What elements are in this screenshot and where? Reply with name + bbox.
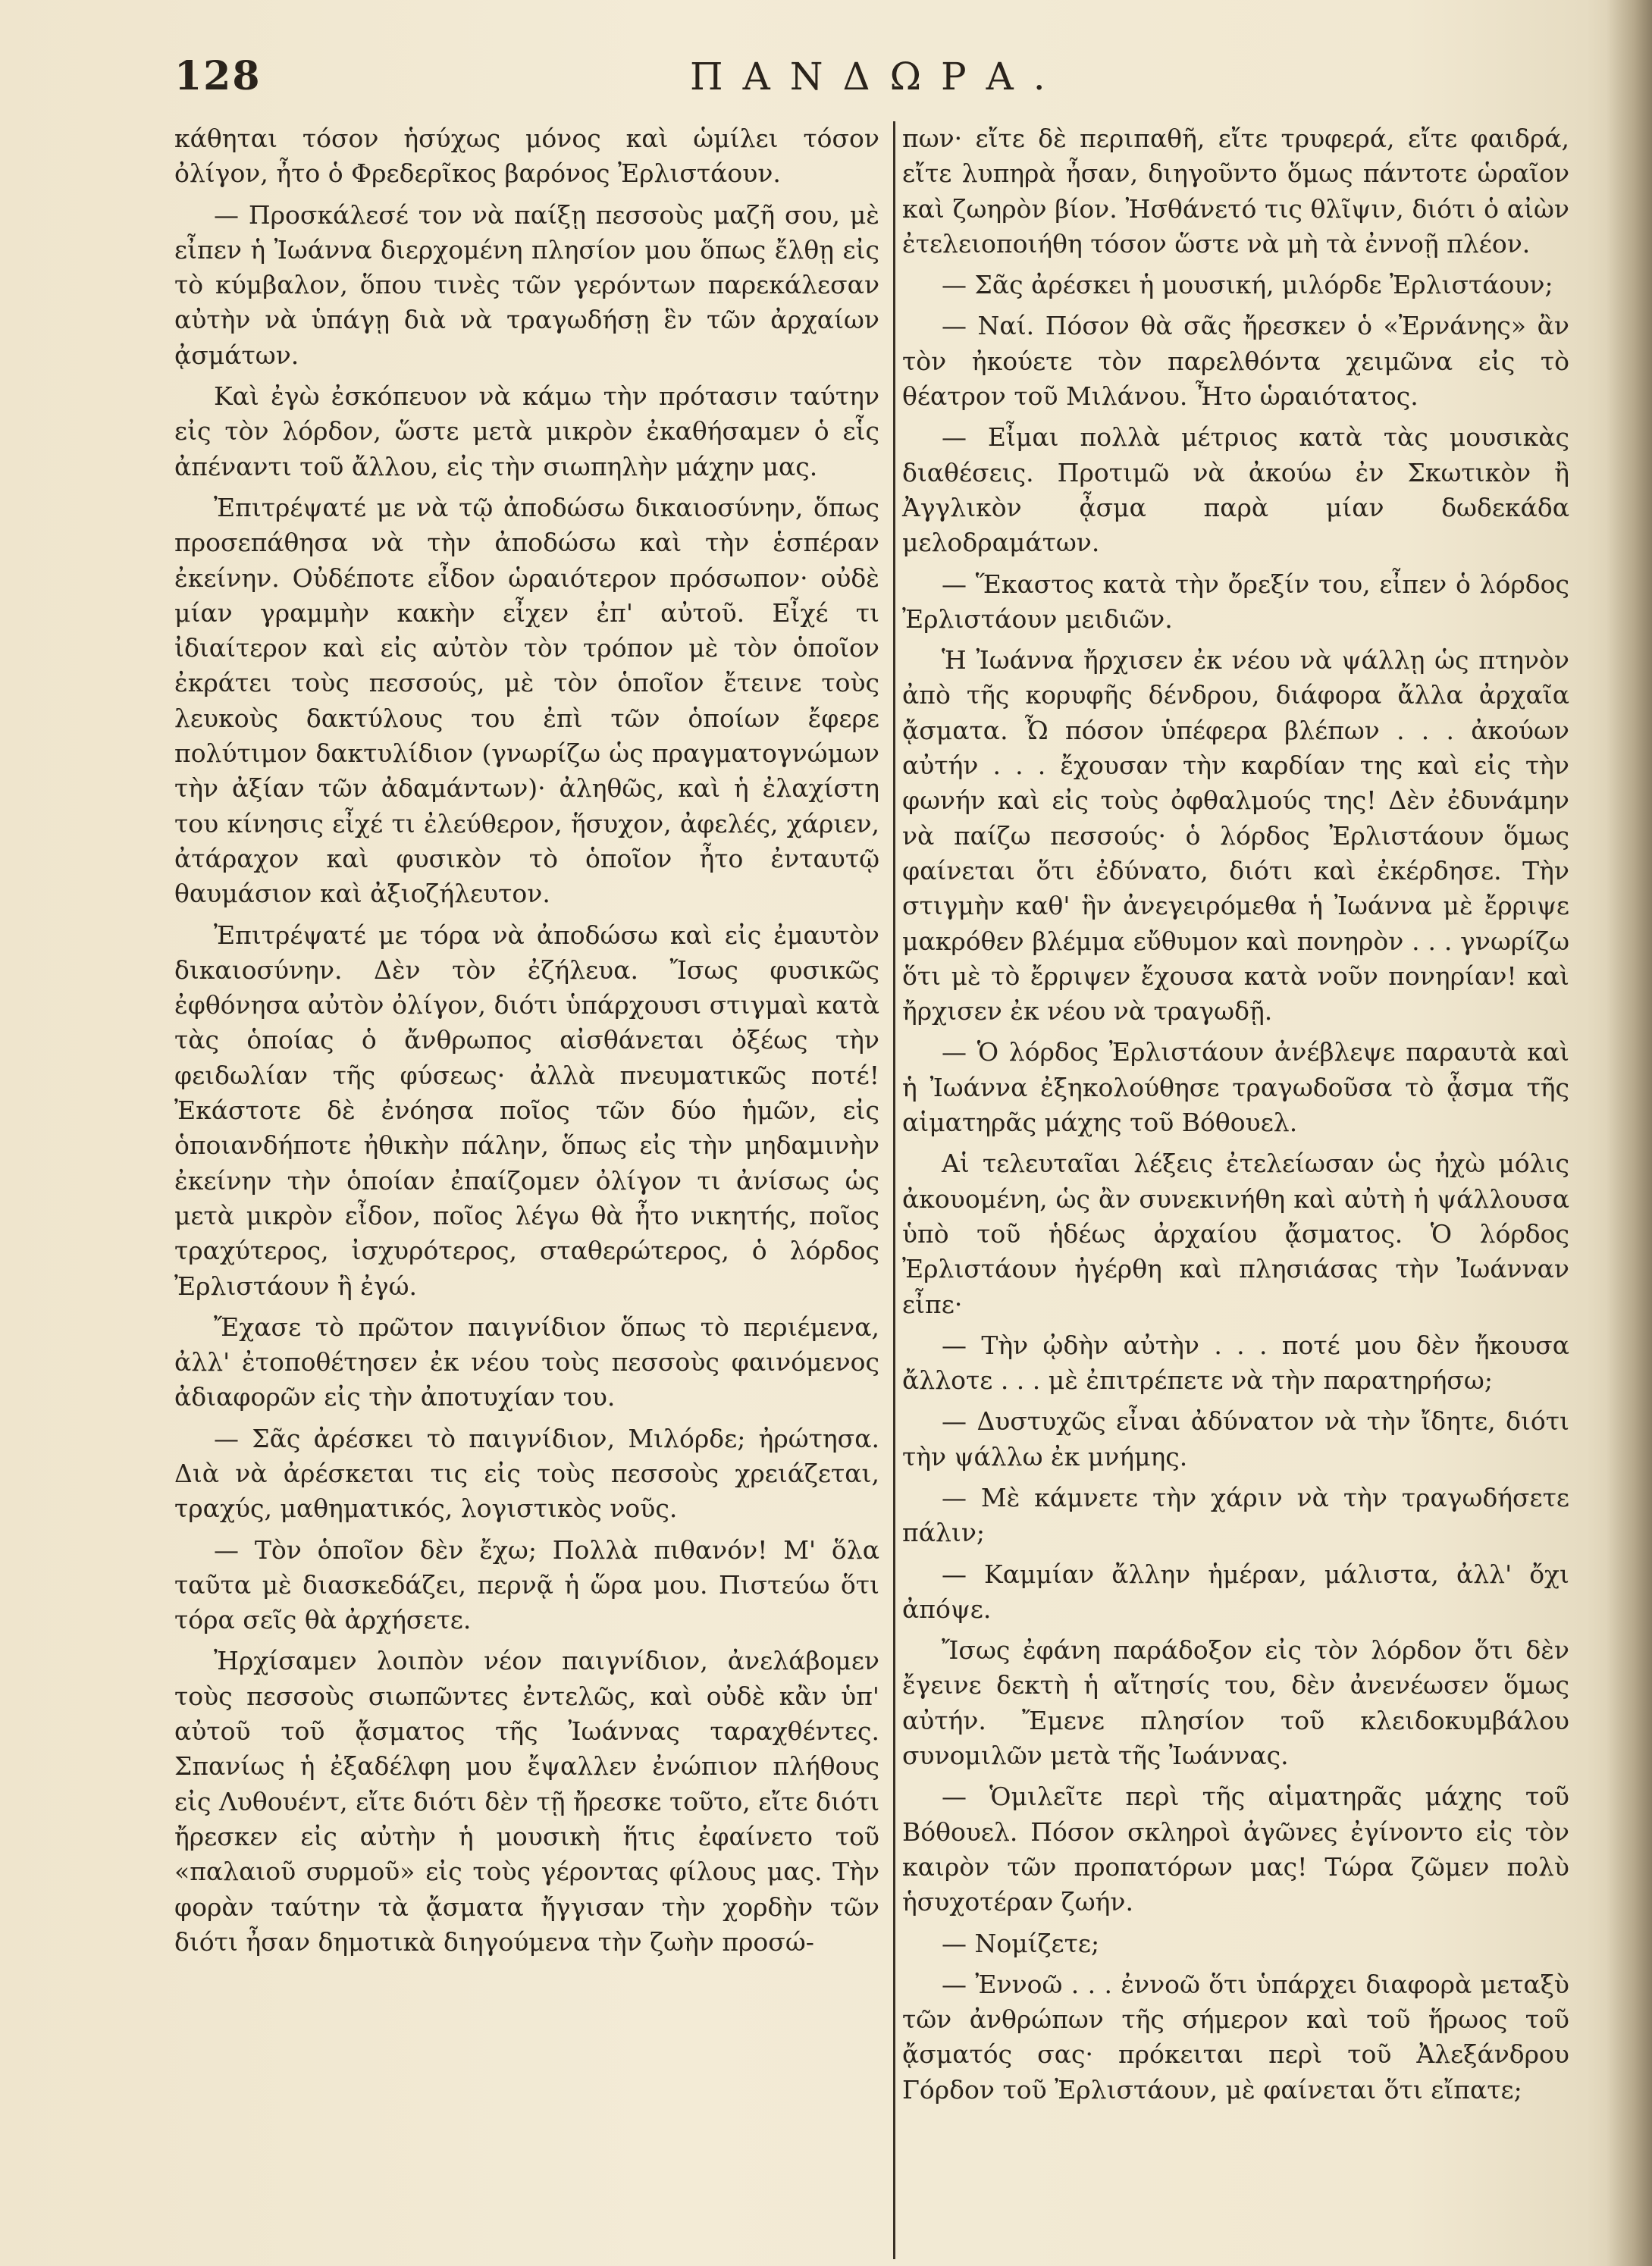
paragraph: — Σᾶς ἀρέσκει τὸ παιγνίδιον, Μιλόρδε; ἠρώτησα. Διὰ νὰ ἀρέσκεται τις εἰς τοὺς πεσσοὺς χρειάζεται, τραχύς, μαθηματικός, λογιστικὸς νοῦς. <box>174 1423 879 1524</box>
paragraph: — Νομίζετε; <box>942 1928 1100 1958</box>
paragraph: — Ὁ λόρδος Ἐρλιστάουν ἀνέβλεψε παραυτὰ καὶ ἡ Ἰωάννα ἐξηκολούθησε τραγωδοῦσα τὸ ᾆσμα τῆς αἱματηρᾶς μάχης τοῦ Βόθουελ. <box>902 1037 1569 1138</box>
paragraph: Ἔχασε τὸ πρῶτον παιγνίδιον ὅπως τὸ περιέμενα, ἀλλ' ἐτοποθέτησεν ἐκ νέου τοὺς πεσσοὺς φαινόμενος ἀδιαφορῶν εἰς τὴν ἀποτυχίαν του. <box>174 1312 879 1412</box>
page-number: 128 <box>174 53 262 99</box>
paragraph: — Σᾶς ἀρέσκει ἡ μουσική, μιλόρδε Ἐρλιστάουν; <box>942 270 1553 300</box>
page-header <box>174 53 1065 114</box>
paragraph: — Προσκάλεσέ τον νὰ παίξῃ πεσσοὺς μαζῆ σου, μὲ εἶπεν ἡ Ἰωάννα διερχομένη πλησίον μου ὅπως ἔλθῃ εἰς τὸ κύμβαλον, ὅπου τινὲς τῶν γερόντων παρεκάλεσαν αὐτὴν νὰ ὑπάγῃ διὰ νὰ τραγωδήσῃ ἓν τῶν ἀρχαίων ᾀσμάτων. <box>174 199 879 370</box>
paragraph: Καὶ ἐγὼ ἐσκόπευον νὰ κάμω τὴν πρότασιν ταύτην εἰς τὸν λόρδον, ὥστε μετὰ μικρὸν ἐκαθήσαμεν ὁ εἷς ἀπέναντι τοῦ ἄλλου, εἰς τὴν σιωπηλὴν μάχην μας. <box>174 381 879 481</box>
paragraph: Ἠρχίσαμεν λοιπὸν νέον παιγνίδιον, ἀνελάβομεν τοὺς πεσσοὺς σιωπῶντες ἐντελῶς, καὶ οὐδὲ κἂν ὑπ' αὐτοῦ τοῦ ᾄσματος τῆς Ἰωάννας ταραχθέντες. Σπανίως ἡ ἐξαδέλφη μου ἔψαλλεν ἐνώπιον πλήθους εἰς Λυθουέντ, εἴτε διότι δὲν τῇ ἤρεσκε τοῦτο, εἴτε διότι ἤρεσκεν εἰς αὐτὴν ἡ μουσικὴ ἥτις ἐφαίνετο τοῦ «παλαιοῦ συρμοῦ» εἰς τοὺς γέροντας φίλους μας. Τὴν φορὰν ταύτην τὰ ᾄσματα ἤγγισαν τὴν χορδὴν τῶν διότι ἦσαν δημοτικὰ διηγούμενα τὴν ζωὴν προσώ- <box>174 1646 880 1957</box>
paragraph: — Ναί. Πόσον θὰ σᾶς ἤρεσκεν ὁ «Ἐρνάνης» ἂν τὸν ἠκούετε τὸν παρελθόντα χειμῶνα εἰς τὸ θέατρον τοῦ Μιλάνου. Ἦτο ὡραιότατος. <box>902 311 1569 412</box>
paragraph: — Ὁμιλεῖτε περὶ τῆς αἱματηρᾶς μάχης τοῦ Βόθουελ. Πόσον σκληροὶ ἀγῶνες ἐγίνοντο εἰς τὸν καιρὸν τῶν προπατόρων μας! Τώρα ζῶμεν πολὺ ἡσυχοτέραν ζωήν. <box>902 1782 1569 1917</box>
paragraph: Αἱ τελευταῖαι λέξεις ἐτελείωσαν ὡς ἠχὼ μόλις ἀκουομένη, ὡς ἂν συνεκινήθη καὶ αὐτὴ ἡ ψάλλουσα ὑπὸ τοῦ ἡδέως ἀρχαίου ᾄσματος. Ὁ λόρδος Ἐρλιστάουν ἠγέρθη καὶ πλησιάσας τὴν Ἰωάνναν εἶπε· <box>902 1149 1569 1319</box>
paragraph: — Τὴν ᾠδὴν αὐτὴν . . . ποτέ μου δὲν ἤκουσα ἄλλοτε . . . μὲ ἐπιτρέπετε νὰ τὴν παρατηρήσω; <box>902 1330 1569 1396</box>
paragraph: πων· εἴτε δὲ περιπαθῆ, εἴτε τρυφερά, εἴτε φαιδρά, εἴτε λυπηρὰ ἦσαν, διηγοῦντο ὅμως πάντοτε ὡραῖον καὶ ζωηρὸν βίον. Ἠσθάνετό τις θλῖψιν, διότι ὁ αἰὼν ἐτελειοποιήθη τόσον ὥστε νὰ μὴ τὰ ἐννοῇ πλέον. <box>902 124 1569 259</box>
paragraph: Ἐπιτρέψατέ με νὰ τῷ ἀποδώσω δικαιοσύνην, ὅπως προσεπάθησα νὰ τὴν ἀποδώσω καὶ τὴν ἑσπέραν ἐκείνην. Οὐδέποτε εἶδον ὡραιότερον πρόσωπον· οὐδὲ μίαν γραμμὴν κακὴν εἶχεν ἐπ' αὐτοῦ. Εἶχέ τι ἰδιαίτερον καὶ εἰς αὐτὸν τὸν τρόπον μὲ τὸν ὁποῖον ἐκράτει τοὺς πεσσούς, μὲ τὸν ὁποῖον ἔτεινε τοὺς λευκοὺς δακτύλους του ἐπὶ τῶν ὁποίων ἔφερε πολύτιμον δακτυλίδιον (γνωρίζω ὡς πραγματογνώμων τὴν ἀξίαν τῶν ἀδαμάντων)· ἀληθῶς, καὶ ἡ ἐλαχίστη του κίνησις εἶχέ τι ἐλεύθερον, ἥσυχον, ἀφελές, χάριεν, ἀτάραχον καὶ φυσικὸν τὸ ὁποῖον ἦτο ἐνταυτῷ θαυμάσιον καὶ ἀξιοζήλευτον. <box>174 492 879 909</box>
paragraph: Ἴσως ἐφάνη παράδοξον εἰς τὸν λόρδον ὅτι δὲν ἔγεινε δεκτὴ ἡ αἴτησίς του, δὲν ἀνενέωσεν ὅμως αὐτήν. Ἔμενε πλησίον τοῦ κλειδοκυμβάλου συνομιλῶν μετὰ τῆς Ἰωάννας. <box>902 1635 1569 1771</box>
paragraph: — Εἶμαι πολλὰ μέτριος κατὰ τὰς μουσικὰς διαθέσεις. Προτιμῶ νὰ ἀκούω ἐν Σκωτικὸν ἢ Ἀγγλικὸν ᾆσμα παρὰ μίαν δωδεκάδα μελοδραμάτων. <box>902 422 1569 558</box>
paragraph: Ἐπιτρέψατέ με τόρα νὰ ἀποδώσω καὶ εἰς ἐμαυτὸν δικαιοσύνην. Δὲν τὸν ἐζήλευα. Ἴσως φυσικῶς ἐφθόνησα αὐτὸν ὀλίγον, διότι ὑπάρχουσι στιγμαὶ κατὰ τὰς ὁποίας ὁ ἄνθρωπος αἰσθάνεται ὀξέως τὴν φειδωλίαν τῆς φύσεως· ἀλλὰ πνευματικῶς ποτέ! Ἐκάστοτε δὲ ἐνόησα ποῖος τῶν δύο ἡμῶν, εἰς ὁποιανδήποτε ἠθικὴν πάλην, ὅπως εἰς τὴν μηδαμινὴν ἐκείνην τὴν ὁποίαν ἐπαίζομεν ὀλίγον τι ἀνίσως ὡς μετὰ μικρὸν εἶδον, ποῖος λέγω θὰ ἦτο νικητής, ποῖος τραχύτερος, ἰσχυρότερος, σταθερώτερος, ὁ λόρδος Ἐρλιστάουν ἢ ἐγώ. <box>174 920 879 1301</box>
right-column <box>902 121 1569 2108</box>
paragraph: — Ἕκαστος κατὰ τὴν ὄρεξίν του, εἶπεν ὁ λόρδος Ἐρλιστάουν μειδιῶν. <box>902 569 1569 634</box>
paragraph: — Δυστυχῶς εἶναι ἀδύνατον νὰ τὴν ἴδητε, διότι τὴν ψάλλω ἐκ μνήμης. <box>902 1406 1569 1471</box>
running-title: ΠΑΝΔΩΡΑ. <box>690 55 1065 99</box>
page-edge-shadow <box>1607 0 1652 2266</box>
paragraph: — Καμμίαν ἄλλην ἡμέραν, μάλιστα, ἀλλ' ὄχι ἀπόψε. <box>902 1559 1569 1624</box>
paragraph: — Ἐννοῶ . . . ἐννοῶ ὅτι ὑπάρχει διαφορὰ μεταξὺ τῶν ἀνθρώπων τῆς σήμερον καὶ τοῦ ἥρωος τοῦ ᾄσματός σας· πρόκειται περὶ τοῦ Ἀλεξάνδρου Γόρδον τοῦ Ἐρλιστάουν, μὲ φαίνεται ὅτι εἴπατε; <box>902 1969 1569 2105</box>
paragraph: — Μὲ κάμνετε τὴν χάριν νὰ τὴν τραγωδήσετε πάλιν; <box>902 1482 1569 1548</box>
left-column <box>174 121 895 2259</box>
paragraph: Ἡ Ἰωάννα ἤρχισεν ἐκ νέου νὰ ψάλλῃ ὡς πτηνὸν ἀπὸ τῆς κορυφῆς δένδρου, διάφορα ἄλλα ἀρχαῖα ᾄσματα. Ὦ πόσον ὑπέφερα βλέπων . . . ἀκούων αὐτήν . . . ἔχουσαν τὴν καρδίαν της καὶ εἰς τὴν φωνήν καὶ εἰς τοὺς ὀφθαλμούς της! Δὲν ἐδυνάμην νὰ παίζω πεσσούς· ὁ λόρδος Ἐρλιστάουν ὅμως φαίνεται ὅτι ἐδύνατο, διότι καὶ ἐκέρδησε. Τὴν στιγμὴν καθ' ἣν ἀνεγειρόμεθα ἡ Ἰωάννα μὲ ἔρριψε μακρόθεν βλέμμα εὔθυμον καὶ πονηρὸν . . . γνωρίζω ὅτι μὲ τὸ ἔρριψεν ἔχουσα κατὰ νοῦν πονηρίαν! καὶ ἤρχισεν ἐκ νέου νὰ τραγωδῇ. <box>902 645 1569 1026</box>
paragraph: κάθηται τόσον ἡσύχως μόνος καὶ ὡμίλει τόσον ὀλίγον, ἦτο ὁ Φρεδερῖκος βαρόνος Ἐρλιστάουν. <box>174 124 879 189</box>
paragraph: — Τὸν ὁποῖον δὲν ἔχω; Πολλὰ πιθανόν! Μ' ὅλα ταῦτα μὲ διασκεδάζει, περνᾷ ἡ ὥρα μου. Πιστεύω ὅτι τόρα σεῖς θὰ ἀρχήσετε. <box>174 1534 879 1635</box>
